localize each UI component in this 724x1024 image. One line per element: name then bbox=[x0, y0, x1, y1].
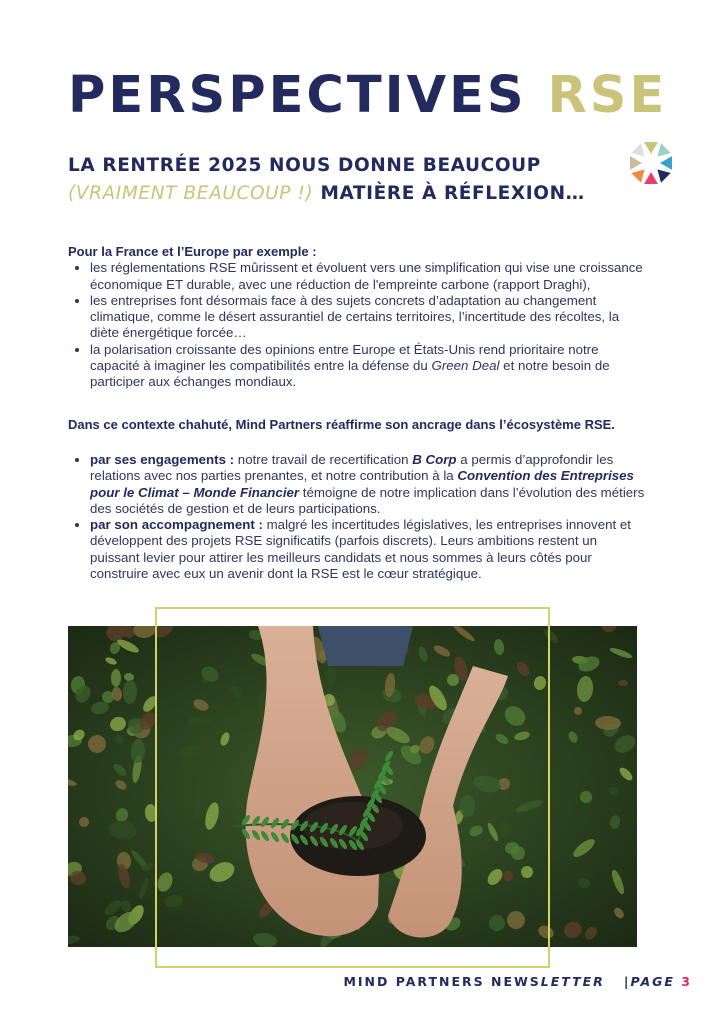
bcorp-text: B Corp bbox=[412, 451, 457, 467]
logo-petal bbox=[657, 143, 670, 156]
title-main: PERSPECTIVES bbox=[68, 66, 527, 125]
list-item: • par ses engagements : notre travail de recertification B Corp a permis d’approfondir les relations avec nos parties prenantes, et notre contribution à la Convention des Entreprises pour le Climat – Monde Financier témoigne de notre implication dans l’évolution des métiers des sociétés de gestion et de leurs participations. bbox=[90, 452, 648, 517]
footer-brand: MIND PARTNERS NEWS bbox=[343, 974, 541, 989]
logo-petal bbox=[644, 172, 658, 184]
page-title bbox=[68, 66, 668, 125]
convention-text: Convention des Entreprises pour le Climat – Monde Financier bbox=[90, 468, 634, 500]
section2-lead: Dans ce contexte chahuté, Mind Partners réaffirme son ancrage dans l’écosystème RSE. bbox=[68, 416, 615, 432]
subtitle-line2: MATIÈRE À RÉFLEXION… bbox=[320, 183, 585, 204]
footer-brand-italic: LETTER bbox=[540, 974, 605, 989]
engagements-label: par ses engagements : bbox=[90, 451, 235, 467]
section2-list bbox=[68, 452, 648, 582]
section1-list bbox=[68, 260, 648, 390]
list-item: • la polarisation croissante des opinions entre Europe et États-Unis rend prioritaire notre capacité à imaginer les compatibilités entre la défense du Green Deal et notre besoin de participer aux échanges mondiaux. bbox=[90, 342, 648, 391]
mind-partners-logo-icon bbox=[624, 136, 678, 190]
list-item: • les entreprises font désormais face à des sujets concrets d’adaptation au changement climatique, comme le désert assurantiel de certains territoires, l’incertitude des récoltes, la diète énergétique forcée… bbox=[90, 293, 648, 342]
footer-page-label: PAGE bbox=[630, 974, 675, 989]
logo-petal bbox=[657, 169, 670, 182]
title-accent: RSE bbox=[547, 66, 668, 125]
footer-separator: | bbox=[623, 974, 631, 989]
list-item: • les réglementations RSE mûrissent et évoluent vers une simplification qui vise une croissance économique ET durable, avec une réduction de l'empreinte carbone (rapport Draghi), bbox=[90, 260, 648, 293]
accompagnement-label: par son accompagnement : bbox=[90, 517, 263, 533]
logo-petal bbox=[631, 143, 644, 156]
list-item: • par son accompagnement : malgré les incertitudes législatives, les entreprises innovent et développent des projets RSE significatifs (parfois discrets). Leurs ambitions restent un puissant levier pour attirer les meilleurs candidats et nous sommes à leurs côtés pour construire avec eux un avenir dont la RSE est le cœur stratégique. bbox=[90, 517, 648, 582]
page-number: 3 bbox=[681, 974, 692, 989]
logo-petal bbox=[644, 142, 658, 154]
green-deal-text: Green Deal bbox=[431, 358, 500, 374]
page-subtitle bbox=[68, 152, 628, 208]
section1-lead: Pour la France et l’Europe par exemple : bbox=[68, 244, 317, 259]
logo-petal bbox=[630, 156, 642, 170]
article-body bbox=[68, 244, 648, 582]
logo-petal bbox=[631, 169, 644, 182]
footer bbox=[343, 974, 692, 989]
subtitle-italic: (VRAIMENT BEAUCOUP !) bbox=[68, 183, 314, 204]
logo-petal bbox=[660, 156, 672, 170]
photo-frame bbox=[155, 607, 550, 968]
subtitle-line1: LA RENTRÉE 2025 NOUS DONNE BEAUCOUP bbox=[68, 155, 541, 176]
